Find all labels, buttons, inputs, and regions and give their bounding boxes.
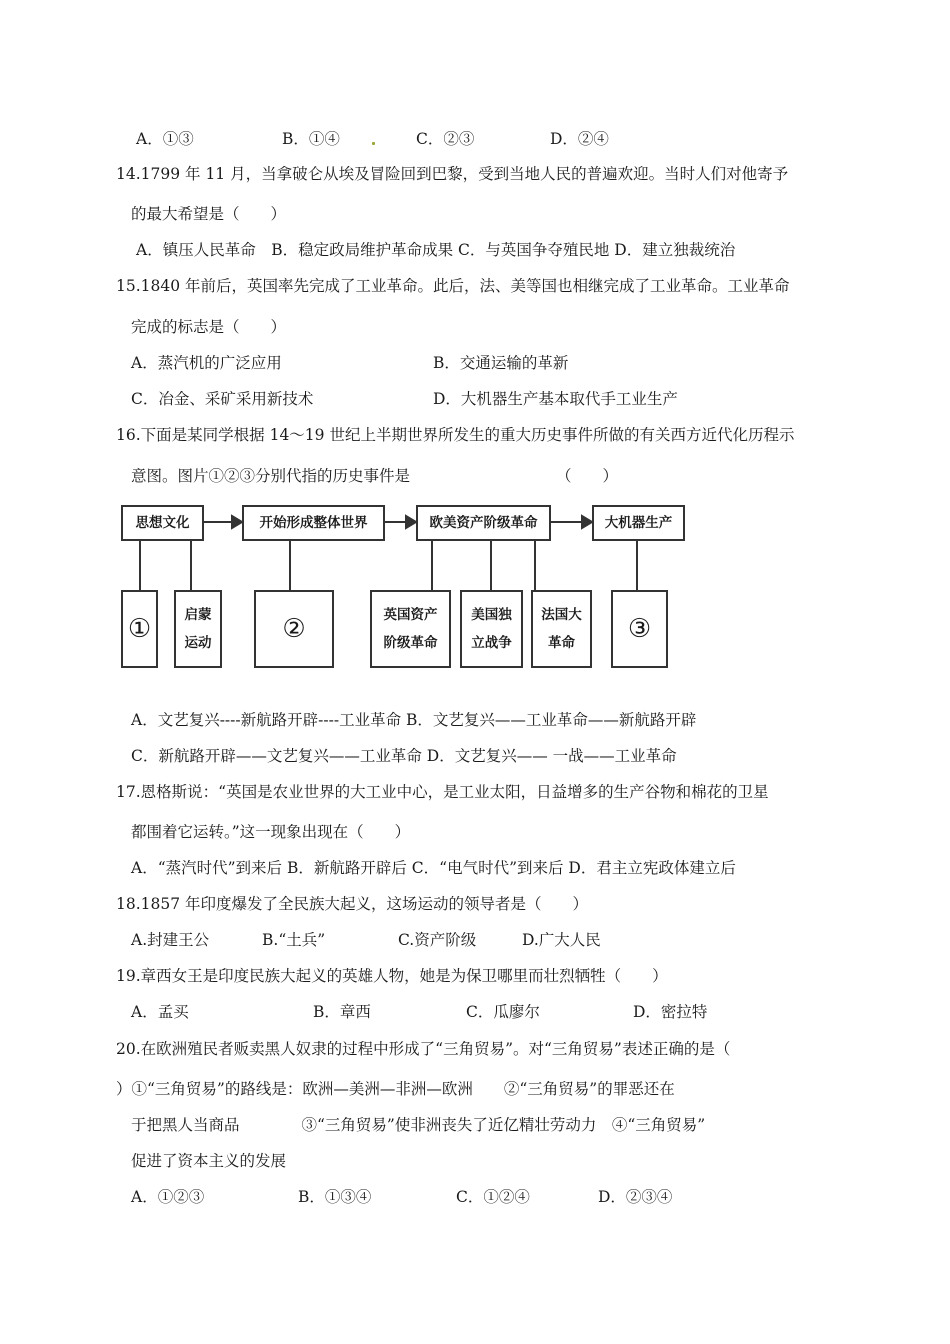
q18-option-d: D.广大人民 (522, 931, 601, 949)
q13-option-d: D．②④ (550, 130, 609, 148)
connector-4 (431, 541, 433, 590)
box-ideas-culture: 思想文化 (121, 505, 204, 541)
q14-options: A．镇压人民革命 B．稳定政局维护革命成果 C．与英国争夺殖民地 D．建立独裁统治 (136, 241, 736, 259)
q20-option-d: D．②③④ (598, 1188, 673, 1206)
q20-stem-line2: ）①“三角贸易”的路线是：欧洲—美洲—非洲—欧洲 ②“三角贸易”的罪恶还在 (116, 1080, 675, 1098)
q16-stem-line1: 16.下面是某同学根据 14～19 世纪上半期世界所发生的重大历史事件所做的有关西方近代化历程示 (116, 426, 795, 444)
connector-3 (289, 541, 291, 590)
q18-option-a: A.封建王公 (131, 931, 210, 949)
q13-option-c: C．②③ (416, 130, 475, 148)
q20-stem-line1: 20.在欧洲殖民者贩卖黑人奴隶的过程中形成了“三角贸易”。对“三角贸易”表述正确的是（ (116, 1040, 731, 1058)
q15-option-b: B．交通运输的革新 (433, 354, 569, 372)
q20-stem-line3: 于把黑人当商品 ③“三角贸易”使非洲丧失了近亿精壮劳动力 ④“三角贸易” (131, 1116, 706, 1134)
box-blank-3 (611, 590, 668, 668)
q18-option-b: B.“土兵” (262, 931, 326, 949)
q16-stem-line2: 意图。图片①②③分别代指的历史事件是 (131, 467, 411, 485)
box-enlightenment-line1: 启蒙 (184, 607, 212, 623)
q15-option-c: C．冶金、采矿采用新技术 (131, 390, 314, 408)
arrow-head-3 (582, 516, 592, 528)
q19-option-a: A．孟买 (131, 1003, 189, 1021)
arrow-head-1 (232, 516, 242, 528)
q16-options-line2: C．新航路开辟——文艺复兴——工业革命 D．文艺复兴—— 一战——工业革命 (131, 747, 677, 765)
q20-option-b: B．①③④ (298, 1188, 372, 1206)
arrow-head-2 (406, 516, 416, 528)
box-machine-production: 大机器生产 (592, 505, 685, 541)
q14-stem-line2: 的最大希望是（ ） (131, 205, 287, 223)
connector-5 (490, 541, 492, 590)
q15-stem-line2: 完成的标志是（ ） (131, 318, 287, 336)
q17-stem-line1: 17.恩格斯说：“英国是农业世界的大工业中心，是工业太阳，日益增多的生产谷物和棉花的卫星 (116, 783, 769, 801)
box-blank-1 (121, 590, 158, 668)
q19-stem: 19.章西女王是印度民族大起义的英雄人物，她是为保卫哪里而壮烈牺牲（ ） (116, 967, 668, 985)
q14-stem-line1: 14.1799 年 11 月，当拿破仑从埃及冒险回到巴黎，受到当地人民的普遍欢迎。当时人们对他寄予 (116, 165, 789, 183)
q20-stem-line4: 促进了资本主义的发展 (131, 1152, 287, 1170)
box-english-revolution (370, 590, 451, 668)
box-enlightenment (174, 590, 222, 668)
q16-answer-paren: （ ） (556, 467, 619, 485)
placeholder-3: ③ (627, 614, 652, 644)
q18-stem: 18.1857 年印度爆发了全民族大起义，这场运动的领导者是（ ） (116, 895, 589, 913)
q20-option-a: A．①②③ (131, 1188, 205, 1206)
placeholder-2: ② (282, 614, 306, 644)
box-french-revolution-line2: 革命 (548, 635, 575, 651)
q15-option-a: A．蒸汽机的广泛应用 (131, 354, 282, 372)
box-french-revolution (531, 590, 592, 668)
connector-1 (139, 541, 141, 590)
box-bourgeois-revolutions: 欧美资产阶级革命 (416, 505, 551, 541)
connector-2 (190, 541, 192, 590)
q19-option-c: C．瓜廖尔 (466, 1003, 540, 1021)
box-french-revolution-line1: 法国大 (541, 607, 582, 623)
q13-option-b: B．①④ (282, 130, 340, 148)
connector-6 (534, 541, 536, 590)
box-blank-2 (254, 590, 334, 668)
q15-stem-line1: 15.1840 年前后，英国率先完成了工业革命。此后，法、美等国也相继完成了工业革命。工业革命 (116, 277, 790, 295)
box-american-independence (460, 590, 523, 668)
box-english-revolution-line2: 阶级革命 (383, 635, 438, 651)
q20-option-c: C．①②④ (456, 1188, 530, 1206)
q19-option-d: D．密拉特 (633, 1003, 708, 1021)
box-english-revolution-line1: 英国资产 (383, 607, 438, 623)
q15-option-d: D．大机器生产基本取代手工业生产 (433, 390, 678, 408)
box-american-independence-line1: 美国独 (471, 607, 512, 623)
q13-option-a: A．①③ (136, 130, 194, 148)
q17-stem-line2: 都围着它运转。”这一现象出现在（ ） (131, 823, 411, 841)
connector-7 (636, 541, 638, 590)
box-enlightenment-line2: 运动 (184, 635, 212, 651)
q17-options: A．“蒸汽时代”到来后 B．新航路开辟后 C．“电气时代”到来后 D．君主立宪政体建立后 (131, 859, 736, 877)
box-world-integration: 开始形成整体世界 (242, 505, 385, 541)
placeholder-1: ① (127, 614, 152, 644)
q16-options-line1: A．文艺复兴----新航路开辟----工业革命 B．文艺复兴——工业革命——新航路开辟 (131, 711, 697, 729)
q18-option-c: C.资产阶级 (398, 931, 477, 949)
q19-option-b: B．章西 (313, 1003, 371, 1021)
box-american-independence-line2: 立战争 (471, 635, 512, 651)
